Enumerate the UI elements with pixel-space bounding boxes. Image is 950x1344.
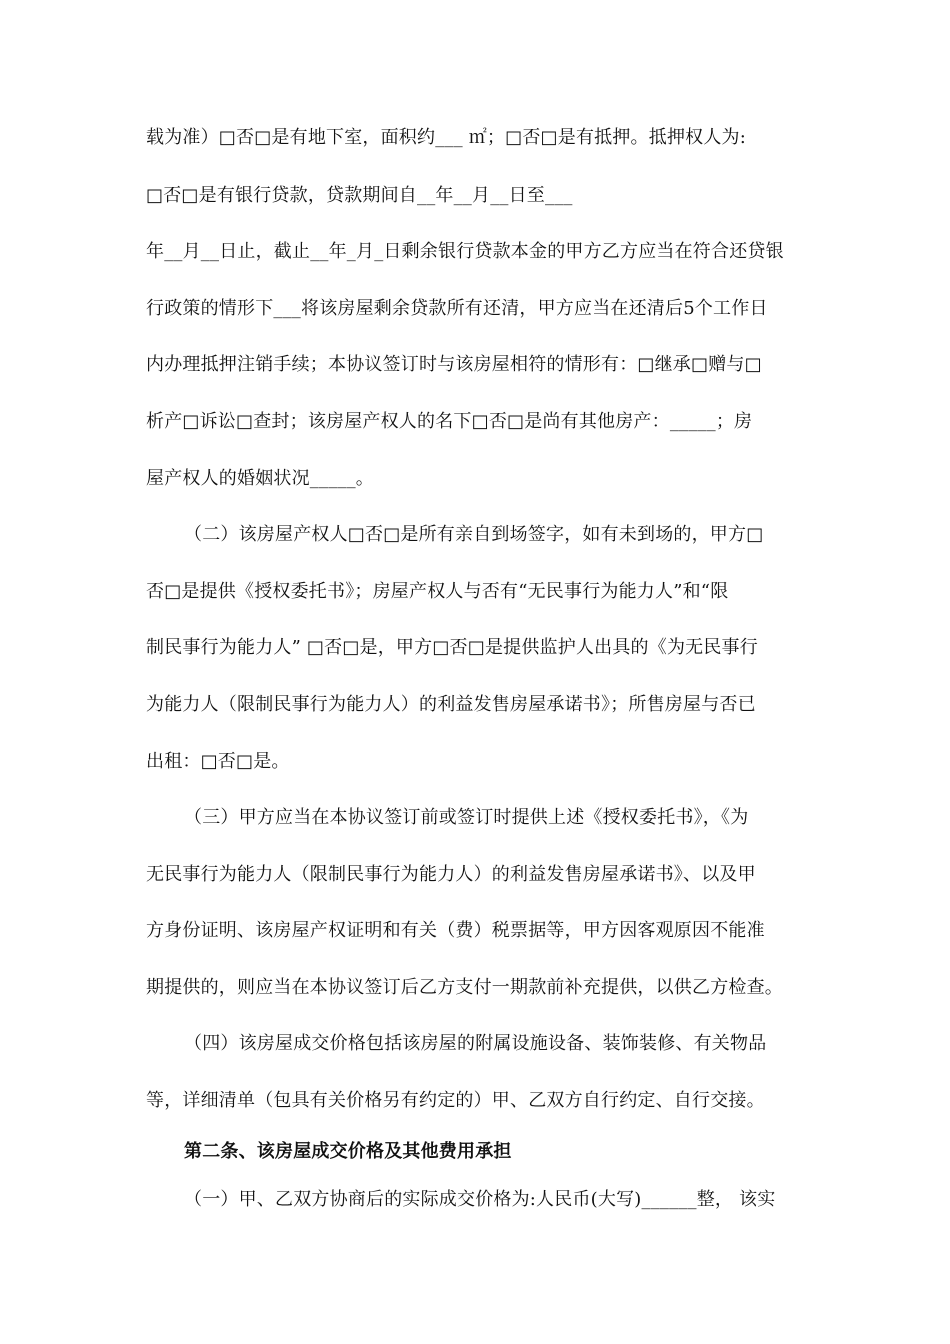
paragraph-line: （四）该房屋成交价格包括该房屋的附属设施设备、装饰装修、有关物品 (184, 1033, 767, 1054)
paragraph-line: 期提供的，则应当在本协议签订后乙方支付一期款前补充提供，以供乙方检查。 (146, 977, 783, 998)
paragraph-line: 等，详细清单（包具有关价格另有约定的）甲、乙双方自行约定、自行交接。 (146, 1090, 765, 1111)
paragraph-line: （一）甲、乙双方协商后的实际成交价格为:人民币(大写)______整， 该实 (184, 1189, 776, 1210)
paragraph-line: 行政策的情形下___将该房屋剩余贷款所有还清，甲方应当在还清后5个工作日 (146, 298, 768, 319)
paragraph-line: 制民事行为能力人” □否□是，甲方□否□是提供监护人出具的《为无民事行 (146, 637, 758, 658)
paragraph-line: 方身份证明、该房屋产权证明和有关（费）税票据等，甲方因客观原因不能准 (146, 920, 765, 941)
paragraph-line: □否□是有银行贷款，贷款期间自__年__月__日至___ (146, 185, 573, 206)
paragraph-line: （三）甲方应当在本协议签订前或签订时提供上述《授权委托书》，《为 (184, 807, 749, 828)
paragraph-line: 为能力人（限制民事行为能力人）的利益发售房屋承诺书》；所售房屋与否已 (146, 694, 756, 715)
paragraph-line: 析产□诉讼□查封；该房屋产权人的名下□否□是尚有其他房产：_____；房 (146, 411, 753, 432)
paragraph-line: 内办理抵押注销手续；本协议签订时与该房屋相符的情形有：□继承□赠与□ (146, 354, 762, 375)
section-heading: 第二条、该房屋成交价格及其他费用承担 (184, 1141, 512, 1162)
paragraph-line: （二）该房屋产权人□否□是所有亲自到场签字，如有未到场的，甲方□ (184, 524, 764, 545)
paragraph-line: 出租：□否□是。 (146, 751, 290, 772)
paragraph-line: 屋产权人的婚姻状况_____。 (146, 468, 374, 489)
paragraph-line: 载为准）□否□是有地下室，面积约___ ㎡；□否□是有抵押。抵押权人为: (146, 127, 747, 148)
paragraph-line: 年__月__日止，截止__年_月_日剩余银行贷款本金的甲方乙方应当在符合还贷银 (146, 241, 784, 262)
paragraph-line: 否□是提供《授权委托书》；房屋产权人与否有“无民事行为能力人”和“限 (146, 581, 729, 602)
paragraph-line: 无民事行为能力人（限制民事行为能力人）的利益发售房屋承诺书》、以及甲 (146, 864, 756, 885)
